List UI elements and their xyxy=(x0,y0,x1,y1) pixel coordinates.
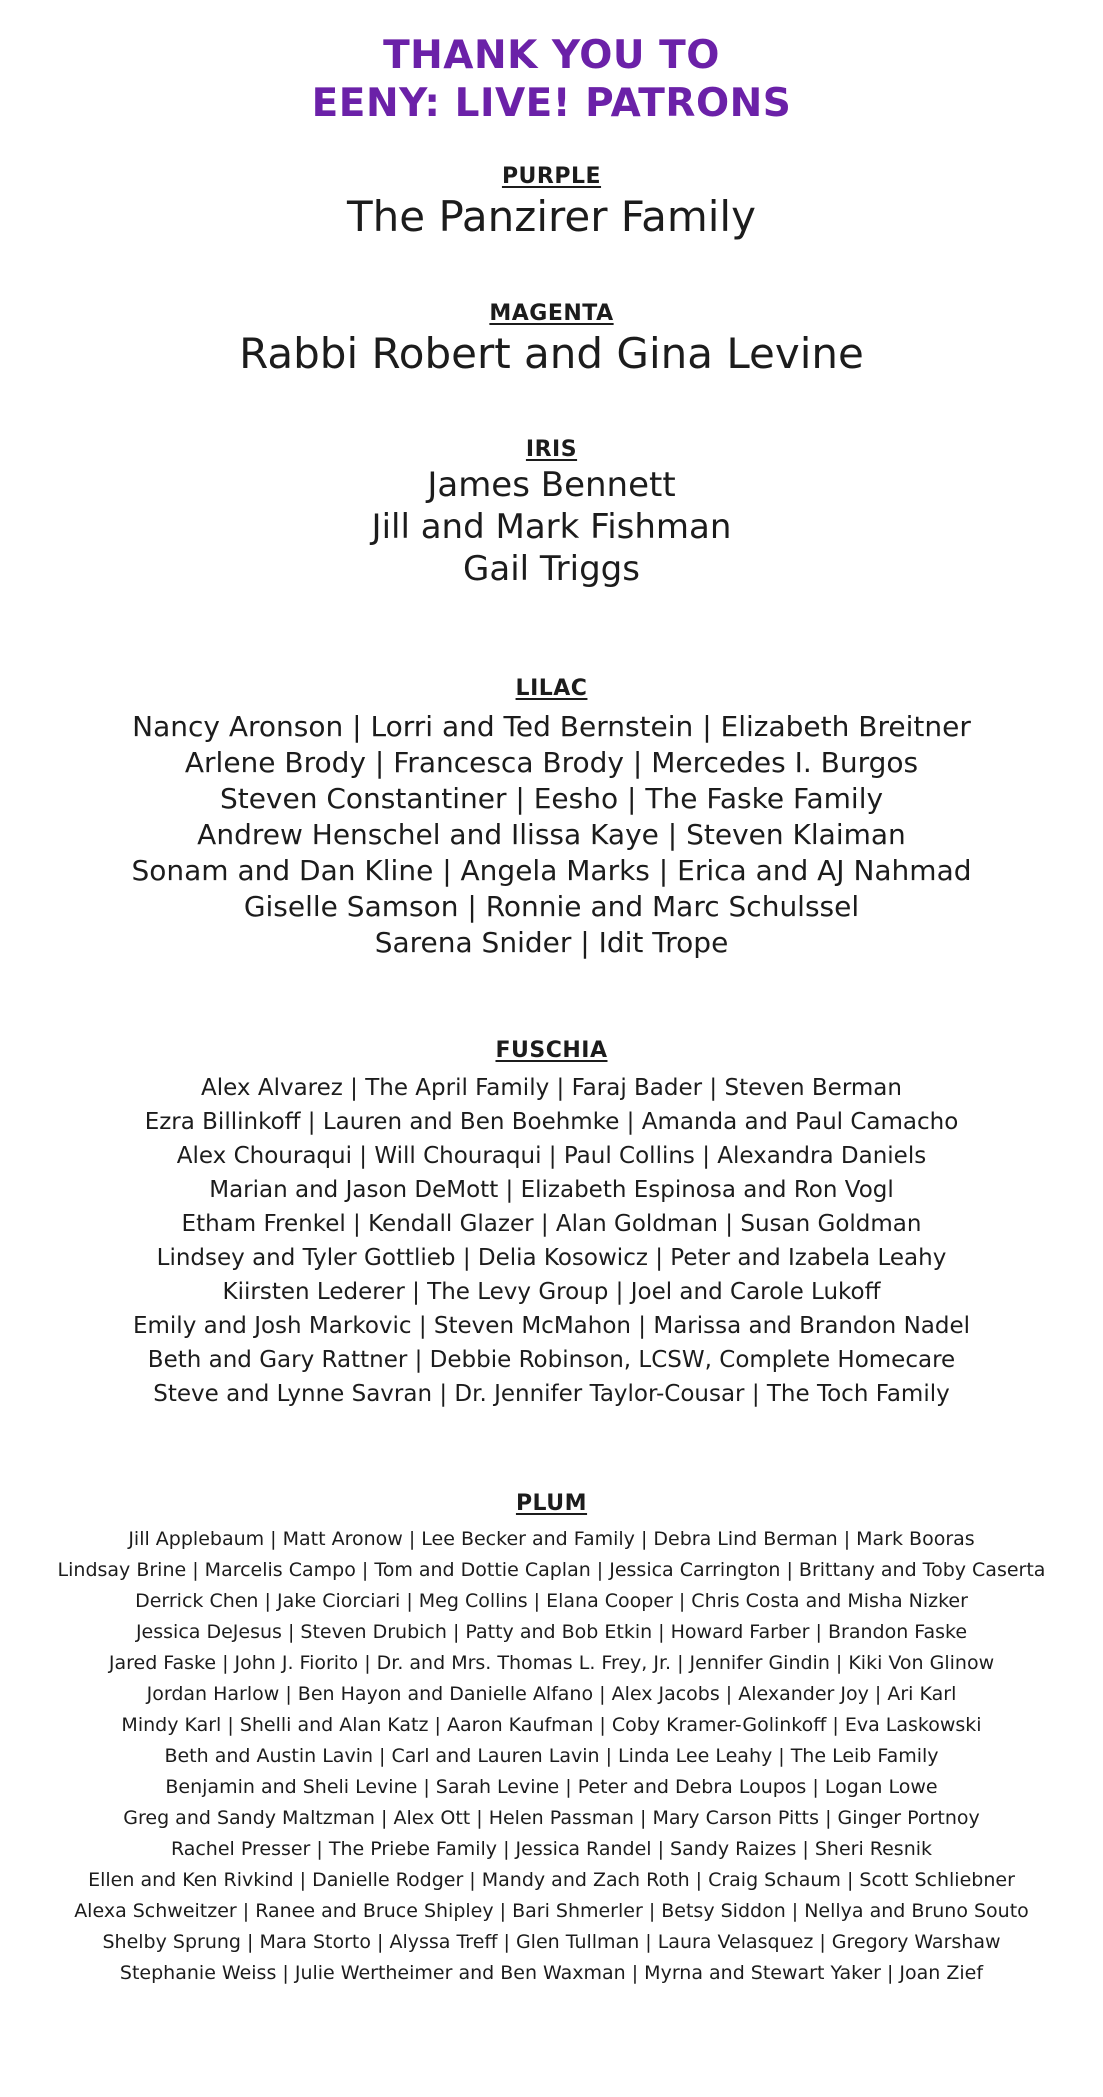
patron-line: Shelby Sprung | Mara Storto | Alyssa Treff | Glen Tullman | Laura Velasquez | Gregory Warshaw xyxy=(102,1931,1001,1953)
patron-line: Giselle Samson | Ronnie and Marc Schulssel xyxy=(243,890,860,923)
patron-line: Steven Constantiner | Eesho | The Faske Family xyxy=(219,782,884,815)
patron-line: Steve and Lynne Savran | Dr. Jennifer Taylor-Cousar | The Toch Family xyxy=(153,1381,950,1407)
patron-line: Mindy Karl | Shelli and Alan Katz | Aaron Kaufman | Coby Kramer-Golinkoff | Eva Laskowski xyxy=(121,1714,982,1736)
tier-label-fuschia: FUSCHIA xyxy=(495,1038,608,1063)
patron-line: Kiirsten Lederer | The Levy Group | Joel and Carole Lukoff xyxy=(222,1279,881,1305)
title-line-2: EENY: LIVE! PATRONS xyxy=(311,81,792,126)
patron-line: James Bennett xyxy=(427,465,676,505)
patron-line: Rachel Presser | The Priebe Family | Jessica Randel | Sandy Raizes | Sheri Resnik xyxy=(170,1838,933,1860)
patron-line: Jared Faske | John J. Fiorito | Dr. and Mrs. Thomas L. Frey, Jr. | Jennifer Gindin | Kiki Von Glinow xyxy=(108,1652,995,1674)
patron-line: Jill Applebaum | Matt Aronow | Lee Becker and Family | Debra Lind Berman | Mark Booras xyxy=(128,1528,975,1550)
patron-line: Sarena Snider | Idit Trope xyxy=(374,926,729,959)
patron-line: Jill and Mark Fishman xyxy=(371,507,732,547)
tier-magenta xyxy=(0,300,1103,380)
patron-line: Gail Triggs xyxy=(463,549,640,589)
patron-line: Andrew Henschel and Ilissa Kaye | Steven Klaiman xyxy=(197,818,906,851)
tier-fuschia xyxy=(0,1037,1103,1411)
patron-line: Nancy Aronson | Lorri and Ted Bernstein | Elizabeth Breitner xyxy=(132,710,971,743)
page-title xyxy=(0,32,1103,128)
patron-line: Alex Alvarez | The April Family | Faraj Bader | Steven Berman xyxy=(201,1075,902,1101)
tier-label-plum: PLUM xyxy=(515,1491,588,1516)
tier-lilac xyxy=(0,675,1103,961)
tier-iris xyxy=(0,436,1103,590)
patron-line: Rabbi Robert and Gina Levine xyxy=(239,329,864,378)
patron-line: Arlene Brody | Francesca Brody | Mercedes I. Burgos xyxy=(184,746,919,779)
tier-magenta-names xyxy=(0,328,1103,380)
patron-line: Derrick Chen | Jake Ciorciari | Meg Collins | Elana Cooper | Chris Costa and Misha Nizker xyxy=(135,1590,968,1612)
tier-iris-names xyxy=(0,464,1103,590)
tier-lilac-names xyxy=(0,709,1103,961)
tier-label-magenta: MAGENTA xyxy=(489,301,614,326)
tier-label-lilac: LILAC xyxy=(515,676,588,701)
tier-fuschia-names xyxy=(0,1071,1103,1411)
title-line-1: THANK YOU TO xyxy=(383,33,720,78)
patron-line: Etham Frenkel | Kendall Glazer | Alan Goldman | Susan Goldman xyxy=(181,1211,922,1237)
patron-line: Jordan Harlow | Ben Hayon and Danielle Alfano | Alex Jacobs | Alexander Joy | Ari Karl xyxy=(146,1683,957,1705)
tier-plum-names xyxy=(0,1524,1103,1989)
patron-line: Ezra Billinkoff | Lauren and Ben Boehmke | Amanda and Paul Camacho xyxy=(144,1109,959,1135)
tier-purple xyxy=(0,163,1103,243)
patron-line: Greg and Sandy Maltzman | Alex Ott | Helen Passman | Mary Carson Pitts | Ginger Portnoy xyxy=(123,1807,980,1829)
tier-label-iris: IRIS xyxy=(525,437,578,462)
patron-line: Benjamin and Sheli Levine | Sarah Levine | Peter and Debra Loupos | Logan Lowe xyxy=(165,1776,938,1798)
patron-line: Alex Chouraqui | Will Chouraqui | Paul Collins | Alexandra Daniels xyxy=(176,1143,927,1169)
patron-line: Emily and Josh Markovic | Steven McMahon | Marissa and Brandon Nadel xyxy=(132,1313,971,1339)
patron-line: Marian and Jason DeMott | Elizabeth Espinosa and Ron Vogl xyxy=(209,1177,894,1203)
patron-line: Beth and Gary Rattner | Debbie Robinson, LCSW, Complete Homecare xyxy=(147,1347,956,1373)
patron-line: The Panzirer Family xyxy=(347,192,756,241)
patron-line: Lindsey and Tyler Gottlieb | Delia Kosowicz | Peter and Izabela Leahy xyxy=(156,1245,947,1271)
patron-line: Lindsay Brine | Marcelis Campo | Tom and Dottie Caplan | Jessica Carrington | Brittany and Toby Caserta xyxy=(57,1559,1046,1581)
tier-label-purple: PURPLE xyxy=(501,164,602,189)
patron-line: Alexa Schweitzer | Ranee and Bruce Shipley | Bari Shmerler | Betsy Siddon | Nellya and Bruno Souto xyxy=(74,1900,1029,1922)
patron-line: Ellen and Ken Rivkind | Danielle Rodger | Mandy and Zach Roth | Craig Schaum | Scott Schliebner xyxy=(88,1869,1015,1891)
tier-purple-names xyxy=(0,191,1103,243)
patron-line: Beth and Austin Lavin | Carl and Lauren Lavin | Linda Lee Leahy | The Leib Family xyxy=(164,1745,939,1767)
patron-line: Stephanie Weiss | Julie Wertheimer and Ben Waxman | Myrna and Stewart Yaker | Joan Zief xyxy=(119,1962,984,1984)
patron-line: Jessica DeJesus | Steven Drubich | Patty and Bob Etkin | Howard Farber | Brandon Faske xyxy=(135,1621,968,1643)
patron-line: Sonam and Dan Kline | Angela Marks | Erica and AJ Nahmad xyxy=(131,854,972,887)
tier-plum xyxy=(0,1490,1103,1989)
